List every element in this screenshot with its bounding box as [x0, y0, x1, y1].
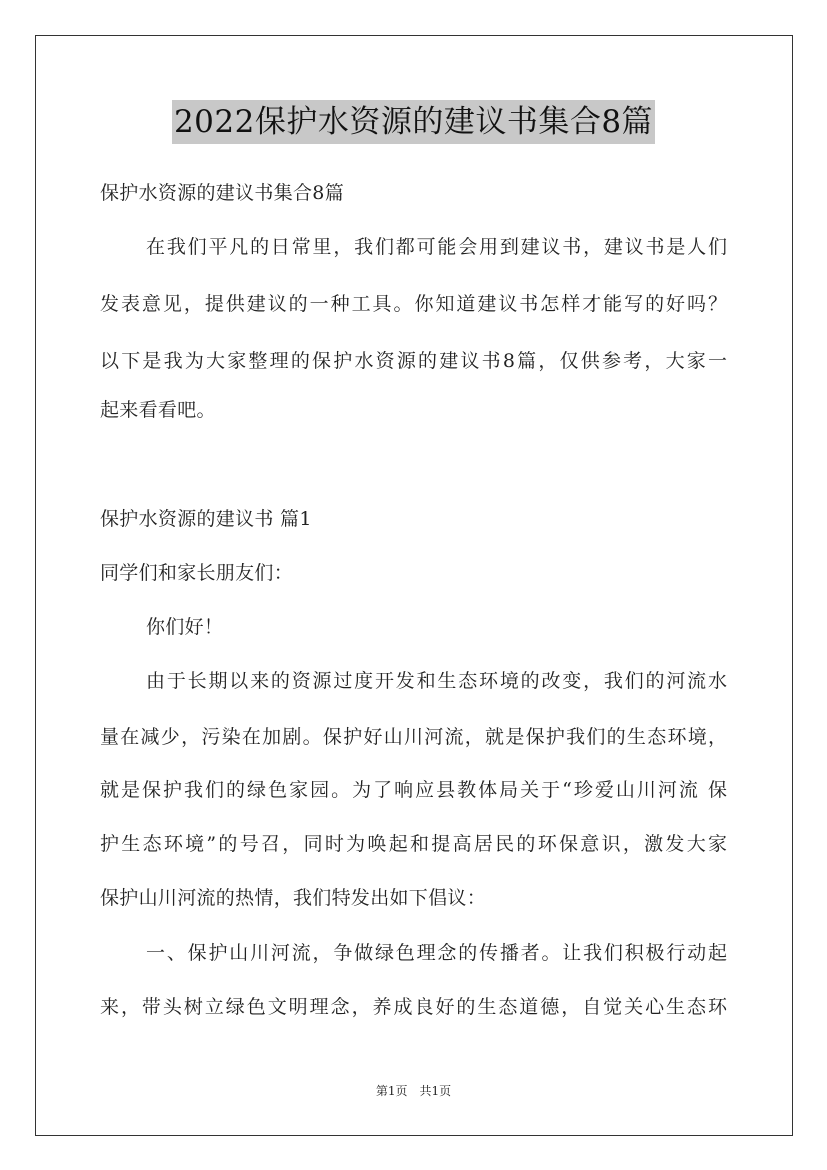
body-line: 保护山川河流的热情，我们特发出如下倡议： [100, 887, 487, 909]
intro-line: 在我们平凡的日常里，我们都可能会用到建议书，建议书是人们 [146, 236, 727, 258]
body-line: 就是保护我们的绿色家园。为了响应县教体局关于“珍爱山川河流 保 [100, 779, 727, 801]
point-line: 来，带头树立绿色文明理念，养成良好的生态道德，自觉关心生态环 [100, 996, 727, 1018]
intro-line: 以下是我为大家整理的保护水资源的建议书8篇，仅供参考，大家一 [100, 350, 727, 372]
greeting: 你们好！ [146, 616, 224, 638]
title-container [0, 100, 827, 144]
salutation: 同学们和家长朋友们： [100, 562, 294, 584]
document-title: 2022保护水资源的建议书集合8篇 [172, 100, 655, 144]
body-line: 量在减少，污染在加剧。保护好山川河流，就是保护我们的生态环境， [100, 726, 727, 748]
document-subtitle: 保护水资源的建议书集合8篇 [100, 182, 344, 204]
body-line: 护生态环境”的号召，同时为唤起和提高居民的环保意识，激发大家 [100, 833, 727, 855]
section-heading: 保护水资源的建议书 篇1 [100, 508, 312, 530]
intro-line: 发表意见，提供建议的一种工具。你知道建议书怎样才能写的好吗？ [100, 293, 727, 315]
page-footer [0, 1083, 827, 1099]
intro-line: 起来看看吧。 [100, 399, 216, 421]
page-total: 共1页 [419, 1084, 452, 1098]
point-line: 一、保护山川河流，争做绿色理念的传播者。让我们积极行动起 [146, 942, 727, 964]
page-number: 第1页 [375, 1084, 408, 1098]
body-line: 由于长期以来的资源过度开发和生态环境的改变，我们的河流水 [146, 670, 727, 692]
